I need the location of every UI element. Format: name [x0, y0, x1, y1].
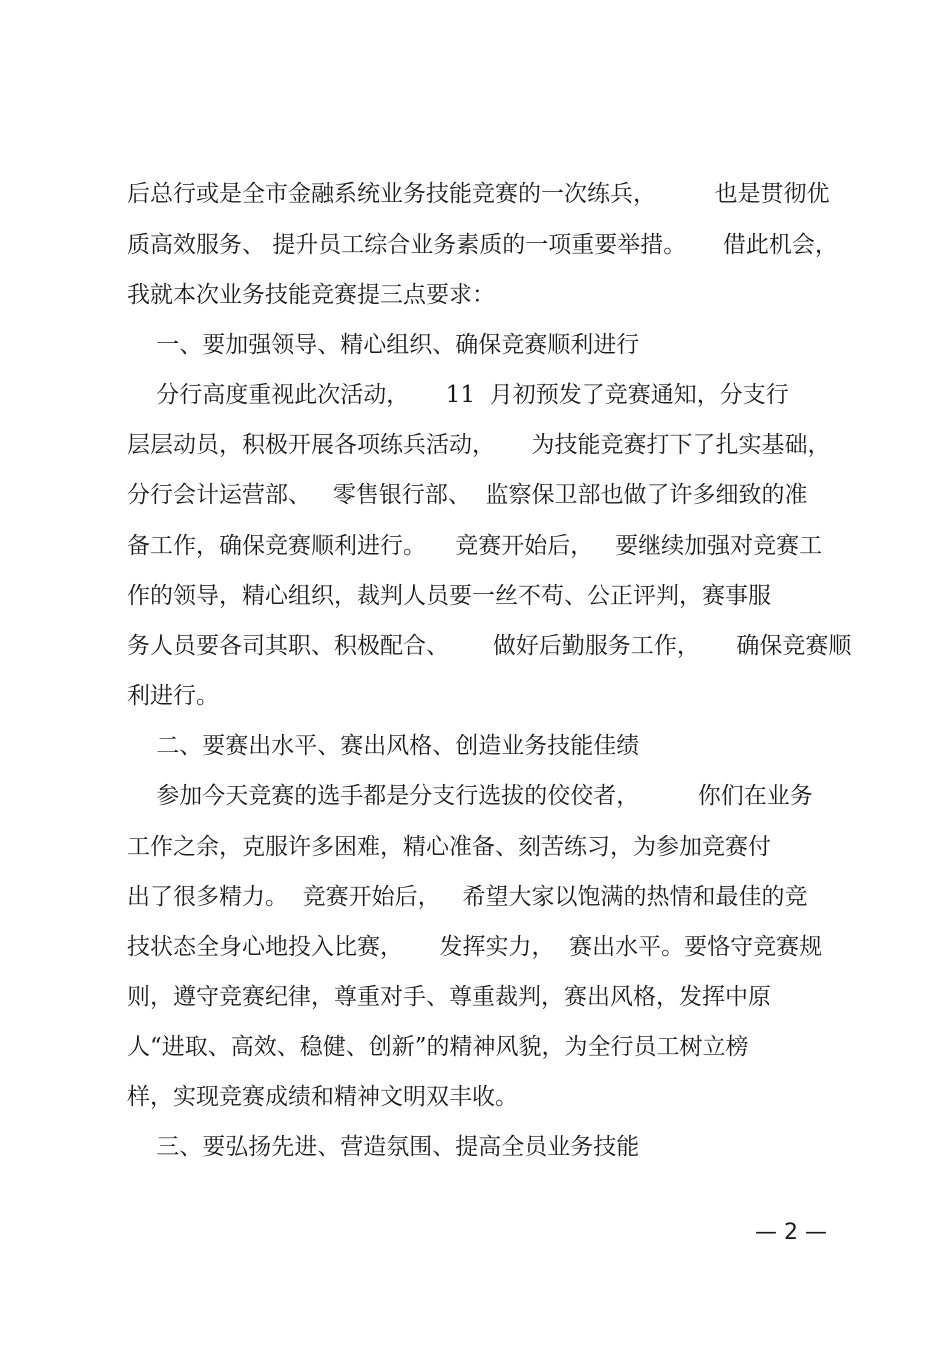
text-line: 分行高度重视此次活动， 11 月初预发了竞赛通知，分支行	[127, 382, 789, 408]
text-line: 则，遵守竞赛纪律，尊重对手、尊重裁判，赛出风格，发挥中原	[127, 984, 771, 1010]
text-line: 样，实现竞赛成绩和精神文明双丰收。	[127, 1084, 518, 1110]
text-line: 后总行或是全市金融系统业务技能竞赛的一次练兵， 也是贯彻优	[127, 181, 830, 207]
text-line: 作的领导，精心组织，裁判人员要一丝不苟、公正评判，赛事服	[127, 583, 771, 609]
text-line: 出了很多精力。 竞赛开始后， 希望大家以饱满的热情和最佳的竞	[127, 884, 808, 910]
text-line: 备工作，确保竞赛顺利进行。 竞赛开始后， 要继续加强对竞赛工	[127, 533, 823, 559]
text-line: 工作之余，克服许多困难，精心准备、刻苦练习，为参加竞赛付	[127, 834, 771, 860]
section-heading-3: 三、要弘扬先进、营造氛围、提高全员业务技能	[127, 1134, 640, 1160]
section-heading-1: 一、要加强领导、精心组织、确保竞赛顺利进行	[127, 332, 640, 358]
text-line: 质高效服务、 提升员工综合业务素质的一项重要举措。 借此机会，	[127, 232, 838, 258]
text-line: 参加今天竞赛的选手都是分支行选拔的佼佼者， 你们在业务	[127, 783, 813, 809]
text-line: 技状态全身心地投入比赛， 发挥实力， 赛出水平。要恪守竞赛规	[127, 934, 823, 960]
text-line: 我就本次业务技能竞赛提三点要求：	[127, 282, 495, 308]
section-heading-2: 二、要赛出水平、赛出风格、创造业务技能佳绩	[127, 733, 640, 759]
text-line: 利进行。	[127, 683, 219, 709]
text-line: 务人员要各司其职、积极配合、 做好后勤服务工作， 确保竞赛顺	[127, 633, 852, 659]
text-line: 分行会计运营部、 零售银行部、 监察保卫部也做了许多细致的准	[127, 482, 808, 508]
text-line: 层层动员，积极开展各项练兵活动， 为技能竞赛打下了扎实基础，	[127, 432, 831, 458]
text-line: 人“进取、高效、稳健、创新”的精神风貌，为全行员工树立榜	[127, 1034, 749, 1060]
page-number: — 2 —	[755, 1220, 827, 1245]
